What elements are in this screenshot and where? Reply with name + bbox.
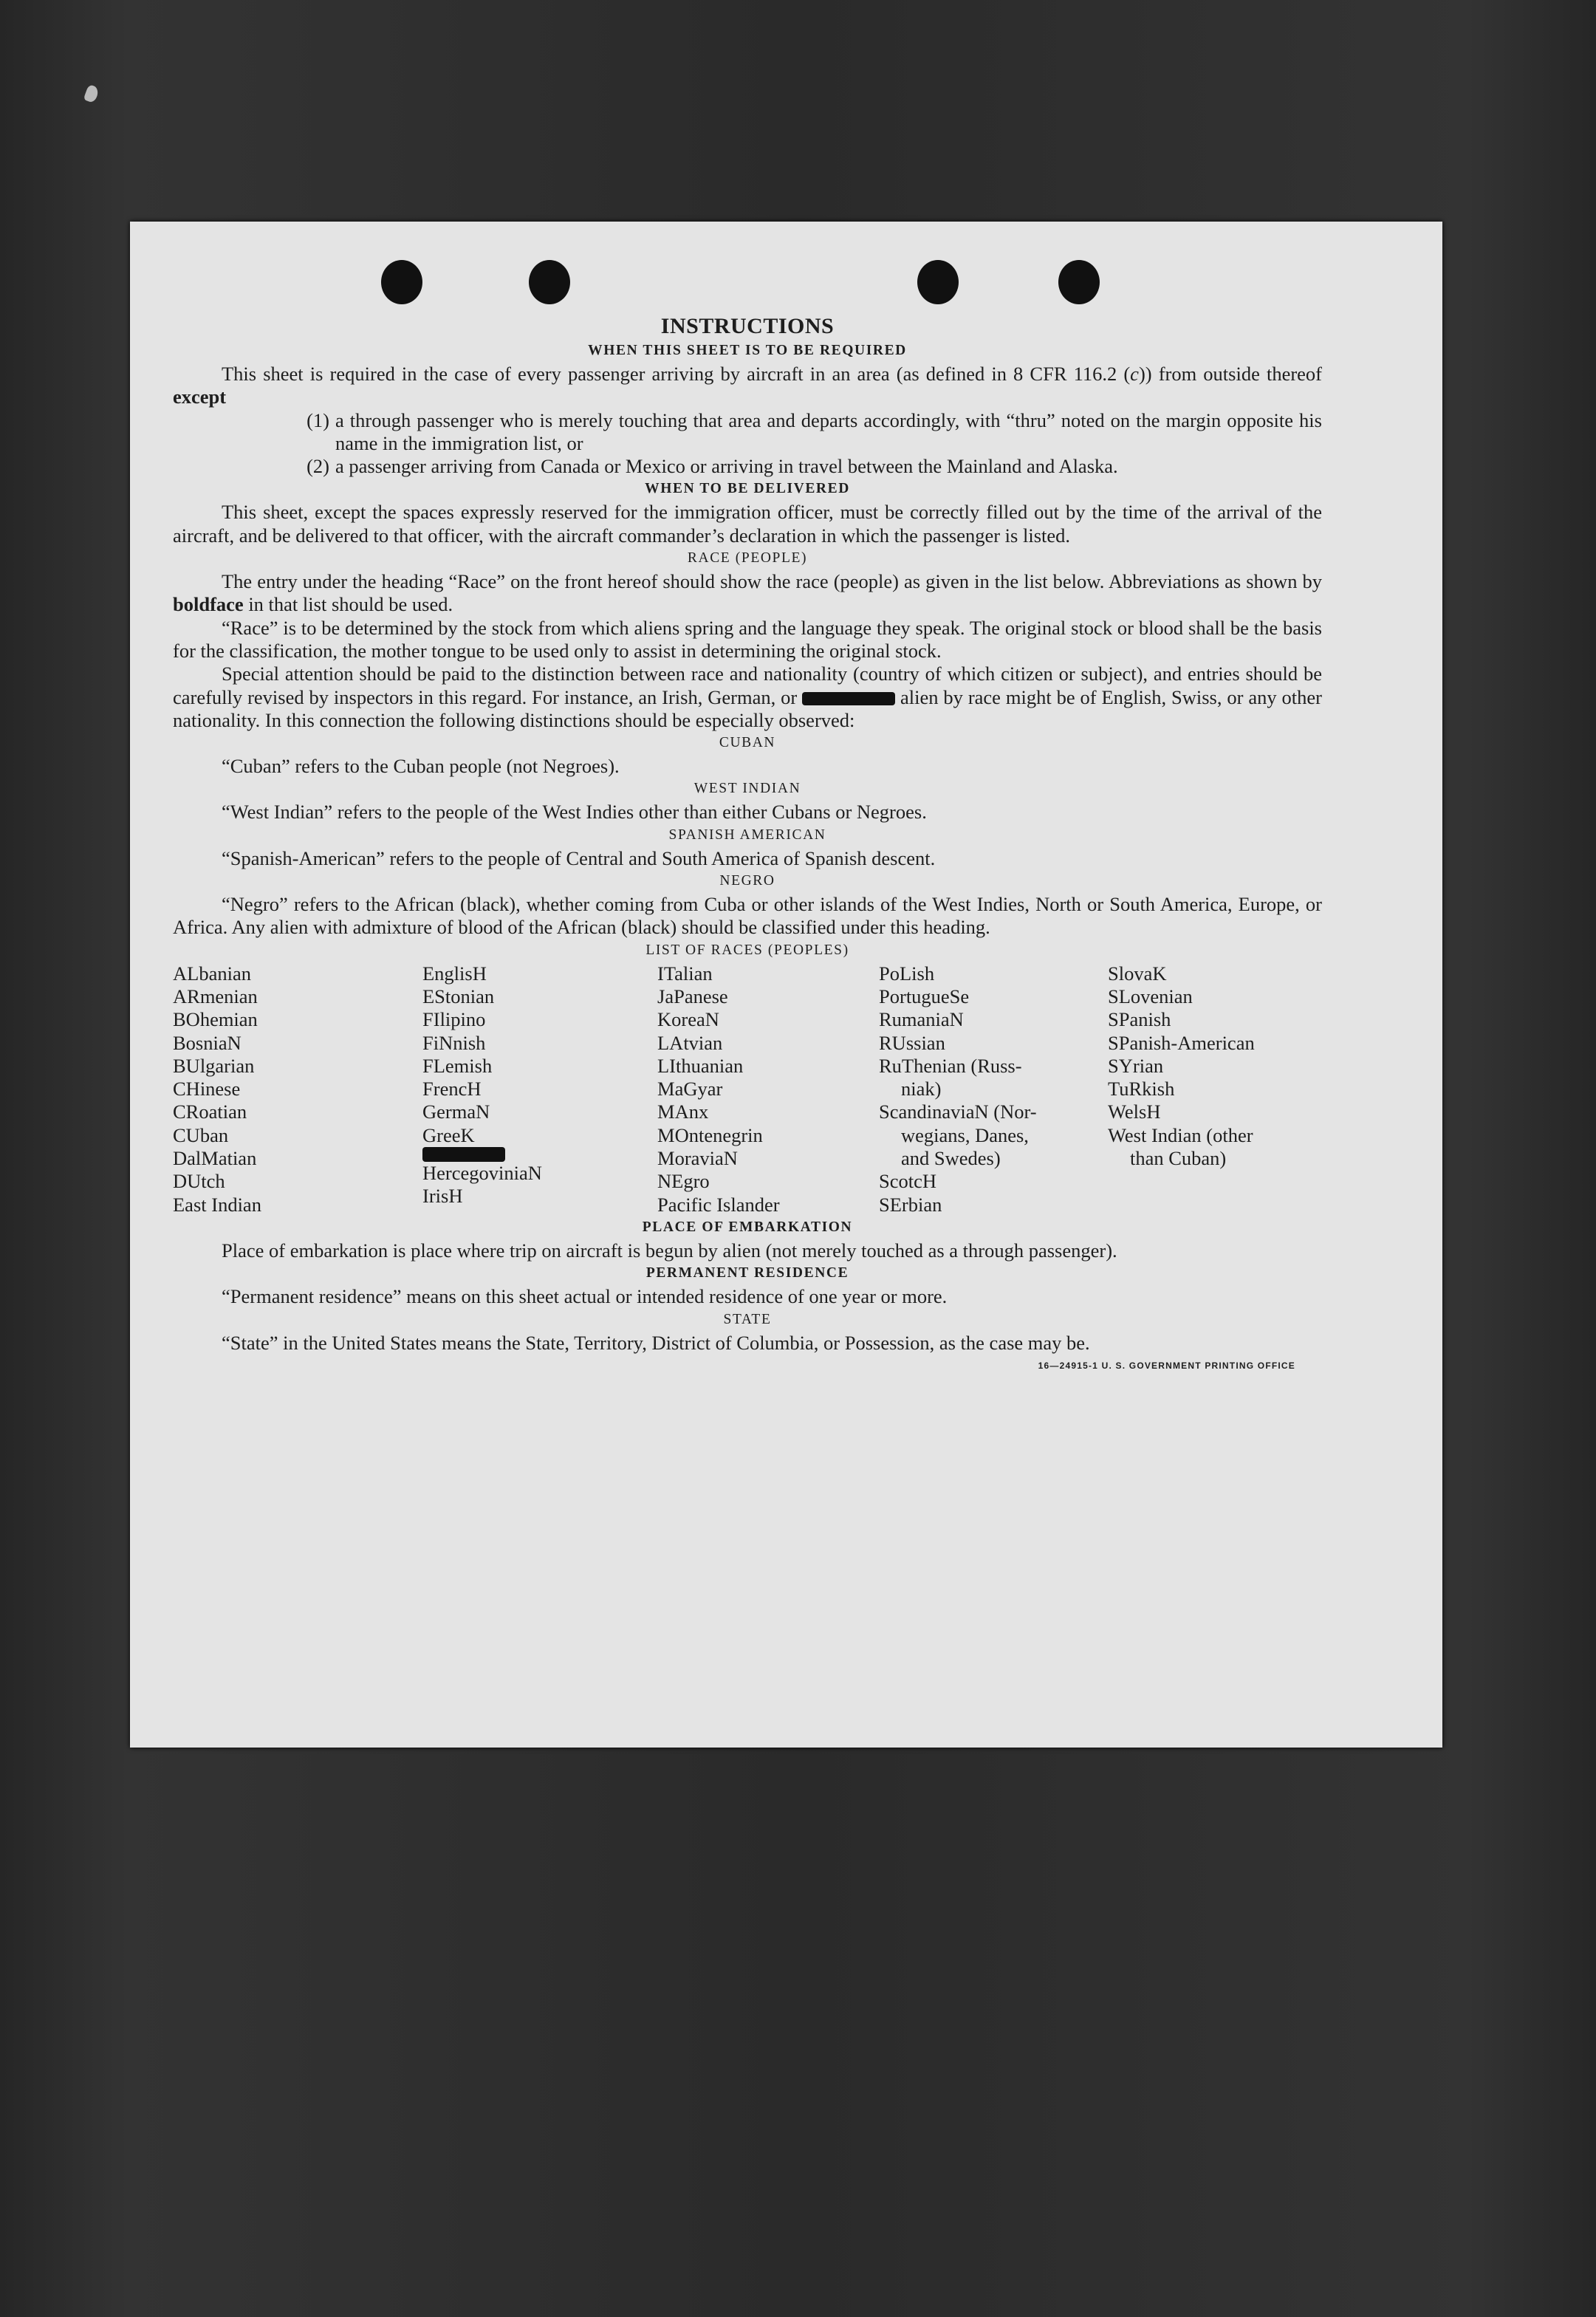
punch-hole — [529, 260, 570, 304]
race-entry: MAnx — [657, 1101, 709, 1123]
embarkation-text: Place of embarkation is place where trip on aircraft is begun by alien (not merely touched as a through passenger). — [222, 1239, 1117, 1262]
race-entry: GermaN — [422, 1101, 490, 1123]
race-entry: CUban — [173, 1123, 229, 1146]
delivered-text: This sheet, except the spaces expressly reserved for the immigration officer, must be correctly filled out by the time of the arrival of the aircraft, and be delivered to that officer, with the aircraft commander’s declaration in which the passenger is listed. — [173, 501, 1322, 547]
race-entry: LIthuanian — [657, 1054, 744, 1077]
race-entry: SPanish-American — [1108, 1031, 1255, 1054]
required-intro: This sheet is required in the case of every passenger arriving by aircraft in an area (as defined in 8 CFR 116.2 (c)) from outside thereof except — [173, 363, 1322, 408]
race-paragraph-1: The entry under the heading “Race” on the front hereof should show the race (people) as given in the list below. Abbreviations as shown by boldface in that list should be used. — [173, 570, 1322, 616]
race-column — [173, 962, 422, 1216]
race-entry: than Cuban) — [1130, 1147, 1227, 1170]
race-entry: MoraviaN — [657, 1147, 738, 1170]
section-heading-residence: PERMANENT RESIDENCE — [645, 1265, 849, 1281]
instruction-sheet — [130, 222, 1442, 1748]
race-entry: West Indian (other — [1108, 1123, 1253, 1146]
race-entry: wegians, Danes, — [901, 1123, 1029, 1146]
race-entry: SPanish — [1108, 1008, 1171, 1031]
race-entry: East Indian — [173, 1193, 261, 1216]
punch-hole — [917, 260, 959, 304]
race-entry: ARmenian — [173, 985, 258, 1007]
race-list — [173, 962, 1322, 1216]
punch-hole — [1058, 260, 1100, 304]
race-entry: and Swedes) — [901, 1147, 1001, 1170]
race-entry: PoLish — [879, 962, 935, 985]
footer — [173, 1355, 1322, 1377]
section-heading-embarkation: PLACE OF EMBARKATION — [642, 1219, 853, 1235]
race-entry: DUtch — [173, 1170, 225, 1193]
race-entry: PortugueSe — [879, 985, 970, 1007]
section-heading-required: WHEN THIS SHEET IS TO BE REQUIRED — [588, 343, 907, 358]
race-entry — [422, 1147, 657, 1162]
residence-text: “Permanent residence” means on this sheet actual or intended residence of one year or more. — [222, 1285, 948, 1308]
race-column — [657, 962, 879, 1216]
race-entry: SLovenian — [1108, 985, 1193, 1007]
race-entry: SErbian — [879, 1193, 942, 1216]
race-entry: GreeK — [422, 1123, 475, 1146]
state-text: “State” in the United States means the State, Territory, District of Columbia, or Possession, as the case may be. — [222, 1331, 1090, 1354]
race-entry: MOntenegrin — [657, 1123, 763, 1146]
race-entry: RumaniaN — [879, 1008, 964, 1031]
cuban-text: “Cuban” refers to the Cuban people (not Negroes). — [222, 755, 620, 778]
section-heading-cuban: CUBAN — [719, 735, 776, 751]
redaction-mark — [422, 1147, 505, 1162]
race-entry: ScandinaviaN (Nor- — [879, 1101, 1037, 1123]
race-column — [879, 962, 1108, 1216]
race-entry: RUssian — [879, 1031, 945, 1054]
race-entry: FrencH — [422, 1078, 482, 1101]
race-entry: EnglisH — [422, 962, 487, 985]
race-column — [1108, 962, 1322, 1216]
section-heading-state: STATE — [723, 1311, 772, 1327]
race-entry: ITalian — [657, 962, 713, 985]
race-entry: Pacific Islander — [657, 1193, 780, 1216]
section-heading-west-indian: WEST INDIAN — [693, 781, 801, 797]
race-entry: KoreaN — [657, 1008, 719, 1031]
section-heading-delivered: WHEN TO BE DELIVERED — [645, 481, 850, 497]
race-entry: niak) — [901, 1078, 942, 1101]
exception-item: (1) a through passenger who is merely touching that area and departs accordingly, with “thru” noted on the margin opposite his name in the immigration list, or — [306, 408, 1322, 454]
race-paragraph-3: Special attention should be paid to the distinction between race and nationality (country of which citizen or subject), and entries should be carefully revised by inspectors in this regard. For instance, an Irish, German, or alien by race might be of English, Swiss, or any other nationality. In this connection the following distinctions should be especially observed: — [173, 663, 1322, 731]
race-entry: ScotcH — [879, 1170, 937, 1193]
negro-text: “Negro” refers to the African (black), whether coming from Cuba or other islands of the West Indies, North or South America, Europe, or Africa. Any alien with admixture of blood of the African (black) should be classified under this heading. — [173, 893, 1322, 939]
race-entry: SlovaK — [1108, 962, 1167, 985]
section-heading-spanish-american: SPANISH AMERICAN — [668, 826, 826, 843]
printing-office-code: 16—24915-1 U. S. GOVERNMENT PRINTING OFFICE — [1038, 1360, 1295, 1371]
exception-item: (2) a passenger arriving from Canada or Mexico or arriving in travel between the Mainland and Alaska. — [306, 455, 1118, 478]
race-paragraph-2: “Race” is to be determined by the stock from which aliens spring and the language they speak. The original stock or blood shall be the basis for the classification, the mother tongue to be used only to assist in determining the original stock. — [173, 616, 1322, 662]
section-heading-race-list: LIST OF RACES (PEOPLES) — [645, 942, 849, 958]
section-heading-negro: NEGRO — [719, 873, 775, 889]
race-entry: FiNnish — [422, 1031, 486, 1054]
race-entry: EStonian — [422, 985, 495, 1007]
race-entry: CRoatian — [173, 1101, 247, 1123]
race-entry: FIlipino — [422, 1008, 486, 1031]
race-entry: NEgro — [657, 1170, 710, 1193]
race-entry: BOhemian — [173, 1008, 258, 1031]
race-entry: HercegoviniaN — [422, 1162, 542, 1185]
punch-hole — [381, 260, 422, 304]
race-entry: ALbanian — [173, 962, 251, 985]
race-entry: CHinese — [173, 1078, 241, 1101]
race-entry: FLemish — [422, 1054, 493, 1077]
race-entry: LAtvian — [657, 1031, 723, 1054]
spanish-american-text: “Spanish-American” refers to the people of Central and South America of Spanish descent. — [222, 846, 936, 869]
race-entry: JaPanese — [657, 985, 728, 1007]
race-entry: IrisH — [422, 1185, 463, 1208]
race-entry: DalMatian — [173, 1147, 257, 1170]
race-entry: SYrian — [1108, 1054, 1164, 1077]
page-title: INSTRUCTIONS — [660, 314, 835, 338]
race-entry: WelsH — [1108, 1101, 1161, 1123]
race-entry: RuThenian (Russ- — [879, 1054, 1022, 1077]
document-body — [173, 313, 1322, 1377]
section-heading-race: RACE (PEOPLE) — [687, 550, 808, 567]
race-entry: TuRkish — [1108, 1078, 1175, 1101]
race-entry: BosniaN — [173, 1031, 242, 1054]
race-entry: MaGyar — [657, 1078, 723, 1101]
race-column — [422, 962, 657, 1216]
race-entry: BUlgarian — [173, 1054, 255, 1077]
west-indian-text: “West Indian” refers to the people of the West Indies other than either Cubans or Negroes. — [222, 801, 927, 824]
redaction-mark — [802, 692, 895, 705]
